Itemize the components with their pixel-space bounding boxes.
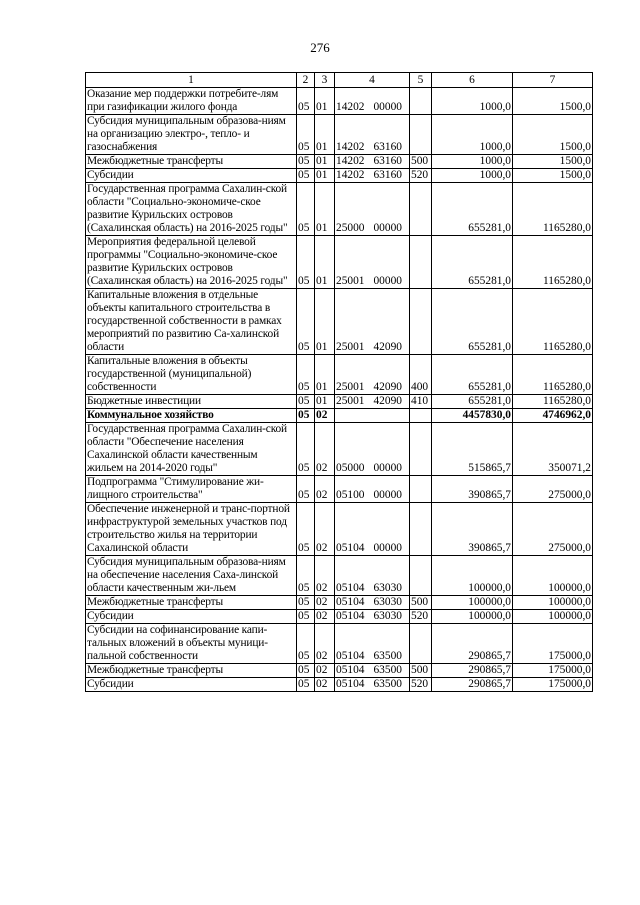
amount-cell-2: 1500,0 (513, 169, 593, 183)
subsection-cell: 01 (315, 183, 335, 236)
amount-cell-2: 1165280,0 (513, 236, 593, 289)
program-code: 05104 (336, 596, 365, 608)
amount-cell-2: 100000,0 (513, 596, 593, 610)
expense-type-cell (410, 476, 432, 503)
section-cell: 05 (297, 503, 315, 556)
expense-type-cell: 520 (410, 169, 432, 183)
program-code: 25001 (336, 381, 365, 393)
amount-cell-1: 390865,7 (432, 503, 513, 556)
section-cell: 05 (297, 664, 315, 678)
expense-type-cell (410, 115, 432, 155)
program-code: 14202 (336, 169, 365, 181)
table-row (86, 610, 593, 624)
amount-cell-1: 290865,7 (432, 664, 513, 678)
direction-code: 63030 (373, 610, 402, 622)
subsection-cell: 01 (315, 236, 335, 289)
amount-cell-1: 655281,0 (432, 183, 513, 236)
amount-cell-2: 350071,2 (513, 423, 593, 476)
subsection-cell: 01 (315, 88, 335, 115)
subsection-cell: 02 (315, 556, 335, 596)
amount-cell-2: 275000,0 (513, 503, 593, 556)
column-header: 5 (410, 73, 432, 88)
amount-cell-1: 1000,0 (432, 169, 513, 183)
section-cell: 05 (297, 183, 315, 236)
table-row (86, 423, 593, 476)
subsection-cell: 02 (315, 503, 335, 556)
amount-cell-1: 290865,7 (432, 624, 513, 664)
name-cell: Субсидии на софинансирование капи-тальных вложений в объекты муници-пальной собственности (86, 624, 297, 664)
direction-code: 63500 (373, 650, 402, 662)
name-cell: Государственная программа Сахалин-ской области "Обеспечение населения Сахалинской области качественным жильем на 2014-2020 годы" (86, 423, 297, 476)
table-row (86, 155, 593, 169)
target-code-cell (335, 556, 410, 596)
expense-type-cell: 520 (410, 678, 432, 692)
table-row (86, 476, 593, 503)
target-code-cell (335, 503, 410, 556)
table-row (86, 88, 593, 115)
program-code: 25001 (336, 341, 365, 353)
amount-cell-2: 100000,0 (513, 610, 593, 624)
table-body (86, 88, 593, 692)
direction-code: 00000 (373, 462, 402, 474)
section-cell: 05 (297, 476, 315, 503)
direction-code: 63500 (373, 678, 402, 690)
amount-cell-1: 100000,0 (432, 596, 513, 610)
name-cell: Обеспечение инженерной и транс-портной инфраструктурой земельных участков под строительство жилья на территории Сахалинской области (86, 503, 297, 556)
expense-type-cell: 500 (410, 596, 432, 610)
section-cell: 05 (297, 423, 315, 476)
name-cell: Капитальные вложения в отдельные объекты капитального строительства в государственной собственности в рамках мероприятий по развитию Са-халинской области (86, 289, 297, 355)
subsection-cell: 01 (315, 169, 335, 183)
direction-code: 00000 (373, 542, 402, 554)
name-cell: Оказание мер поддержки потребите-лям при газификации жилого фонда (86, 88, 297, 115)
subsection-cell: 02 (315, 596, 335, 610)
name-cell: Подпрограмма "Стимулирование жи-лищного строительства" (86, 476, 297, 503)
expense-type-cell (410, 503, 432, 556)
section-cell: 05 (297, 169, 315, 183)
amount-cell-1: 1000,0 (432, 115, 513, 155)
amount-cell-1: 515865,7 (432, 423, 513, 476)
direction-code: 63500 (373, 664, 402, 676)
amount-cell-2: 175000,0 (513, 664, 593, 678)
name-cell: Субсидия муниципальным образова-ниям на организацию электро-, тепло- и газоснабжения (86, 115, 297, 155)
program-code: 25000 (336, 222, 365, 234)
amount-cell-2: 1500,0 (513, 155, 593, 169)
expense-type-cell: 500 (410, 664, 432, 678)
expense-type-cell: 410 (410, 395, 432, 409)
table-row (86, 664, 593, 678)
name-cell: Субсидии (86, 678, 297, 692)
direction-code: 42090 (373, 381, 402, 393)
amount-cell-2: 175000,0 (513, 678, 593, 692)
section-cell: 05 (297, 409, 315, 423)
amount-cell-1: 1000,0 (432, 155, 513, 169)
target-code-cell (335, 289, 410, 355)
expense-type-cell (410, 624, 432, 664)
column-header: 6 (432, 73, 513, 88)
table-row (86, 624, 593, 664)
amount-cell-1: 655281,0 (432, 236, 513, 289)
section-cell: 05 (297, 88, 315, 115)
expense-type-cell (410, 289, 432, 355)
section-cell: 05 (297, 624, 315, 664)
amount-cell-2: 4746962,0 (513, 409, 593, 423)
subsection-cell: 01 (315, 289, 335, 355)
program-code: 14202 (336, 141, 365, 153)
program-code: 14202 (336, 155, 365, 167)
table-row (86, 678, 593, 692)
subsection-cell: 02 (315, 476, 335, 503)
expense-type-cell: 400 (410, 355, 432, 395)
section-cell: 05 (297, 678, 315, 692)
section-cell: 05 (297, 556, 315, 596)
direction-code: 00000 (373, 489, 402, 501)
section-cell: 05 (297, 236, 315, 289)
subsection-cell: 02 (315, 678, 335, 692)
amount-cell-2: 1165280,0 (513, 289, 593, 355)
subsection-cell: 01 (315, 395, 335, 409)
subsection-cell: 02 (315, 423, 335, 476)
table-row (86, 355, 593, 395)
name-cell: Коммунальное хозяйство (86, 409, 297, 423)
amount-cell-1: 655281,0 (432, 355, 513, 395)
section-cell: 05 (297, 596, 315, 610)
expense-type-cell (410, 236, 432, 289)
direction-code: 00000 (373, 101, 402, 113)
target-code-cell (335, 624, 410, 664)
amount-cell-1: 4457830,0 (432, 409, 513, 423)
budget-table (85, 72, 593, 692)
subsection-cell: 02 (315, 610, 335, 624)
column-header: 2 (297, 73, 315, 88)
target-code-cell (335, 596, 410, 610)
subsection-cell: 01 (315, 115, 335, 155)
table-row (86, 409, 593, 423)
name-cell: Капитальные вложения в объекты государственной (муниципальной) собственности (86, 355, 297, 395)
amount-cell-1: 100000,0 (432, 556, 513, 596)
amount-cell-2: 1500,0 (513, 88, 593, 115)
program-code: 05104 (336, 664, 365, 676)
amount-cell-1: 100000,0 (432, 610, 513, 624)
direction-code: 63030 (373, 582, 402, 594)
expense-type-cell (410, 556, 432, 596)
amount-cell-1: 390865,7 (432, 476, 513, 503)
section-cell: 05 (297, 355, 315, 395)
name-cell: Межбюджетные трансферты (86, 664, 297, 678)
program-code: 05104 (336, 650, 365, 662)
amount-cell-1: 1000,0 (432, 88, 513, 115)
target-code-cell (335, 355, 410, 395)
target-code-cell (335, 169, 410, 183)
target-code-cell (335, 423, 410, 476)
name-cell: Государственная программа Сахалин-ской области "Социально-экономиче-ское развитие Курильских островов (Сахалинская область) на 2016-2025 годы" (86, 183, 297, 236)
program-code: 25001 (336, 275, 365, 287)
table-row (86, 236, 593, 289)
direction-code: 00000 (373, 222, 402, 234)
expense-type-cell: 500 (410, 155, 432, 169)
amount-cell-1: 655281,0 (432, 395, 513, 409)
name-cell: Субсидия муниципальным образова-ниям на обеспечение населения Саха-линской области качественным жи-льем (86, 556, 297, 596)
section-cell: 05 (297, 395, 315, 409)
amount-cell-2: 1165280,0 (513, 355, 593, 395)
amount-cell-2: 1165280,0 (513, 395, 593, 409)
amount-cell-1: 655281,0 (432, 289, 513, 355)
target-code-cell (335, 183, 410, 236)
table-row (86, 169, 593, 183)
column-header: 4 (335, 73, 410, 88)
target-code-cell (335, 395, 410, 409)
table-row (86, 596, 593, 610)
name-cell: Бюджетные инвестиции (86, 395, 297, 409)
direction-code: 63160 (373, 169, 402, 181)
target-code-cell (335, 155, 410, 169)
expense-type-cell (410, 409, 432, 423)
program-code: 05104 (336, 678, 365, 690)
section-cell: 05 (297, 155, 315, 169)
amount-cell-2: 100000,0 (513, 556, 593, 596)
amount-cell-2: 1500,0 (513, 115, 593, 155)
subsection-cell: 02 (315, 624, 335, 664)
name-cell: Субсидии (86, 169, 297, 183)
column-header: 1 (86, 73, 297, 88)
table-row (86, 183, 593, 236)
subsection-cell: 01 (315, 155, 335, 169)
target-code-cell (335, 476, 410, 503)
expense-type-cell (410, 423, 432, 476)
direction-code: 63030 (373, 596, 402, 608)
expense-type-cell: 520 (410, 610, 432, 624)
program-code: 05000 (336, 462, 365, 474)
column-header: 7 (513, 73, 593, 88)
program-code: 25001 (336, 395, 365, 407)
target-code-cell (335, 678, 410, 692)
section-cell: 05 (297, 115, 315, 155)
amount-cell-2: 275000,0 (513, 476, 593, 503)
target-code-cell (335, 610, 410, 624)
subsection-cell: 02 (315, 409, 335, 423)
table-row (86, 395, 593, 409)
header-row (86, 73, 593, 88)
section-cell: 05 (297, 610, 315, 624)
target-code-cell (335, 88, 410, 115)
section-cell: 05 (297, 289, 315, 355)
target-code-cell (335, 664, 410, 678)
amount-cell-2: 1165280,0 (513, 183, 593, 236)
direction-code: 00000 (373, 275, 402, 287)
name-cell: Межбюджетные трансферты (86, 155, 297, 169)
table-row (86, 503, 593, 556)
subsection-cell: 01 (315, 355, 335, 395)
expense-type-cell (410, 88, 432, 115)
column-header: 3 (315, 73, 335, 88)
program-code: 05104 (336, 610, 365, 622)
table-row (86, 556, 593, 596)
program-code: 14202 (336, 101, 365, 113)
page-number: 276 (310, 40, 330, 55)
program-code: 05100 (336, 489, 365, 501)
target-code-cell (335, 236, 410, 289)
target-code-cell (335, 115, 410, 155)
direction-code: 63160 (373, 155, 402, 167)
amount-cell-2: 175000,0 (513, 624, 593, 664)
program-code: 05104 (336, 542, 365, 554)
program-code: 05104 (336, 582, 365, 594)
table-row (86, 289, 593, 355)
amount-cell-1: 290865,7 (432, 678, 513, 692)
subsection-cell: 02 (315, 664, 335, 678)
table-row (86, 115, 593, 155)
expense-type-cell (410, 183, 432, 236)
direction-code: 63160 (373, 141, 402, 153)
name-cell: Субсидии (86, 610, 297, 624)
direction-code: 42090 (373, 341, 402, 353)
direction-code: 42090 (373, 395, 402, 407)
name-cell: Межбюджетные трансферты (86, 596, 297, 610)
target-code-cell (335, 409, 410, 423)
name-cell: Мероприятия федеральной целевой программы "Социально-экономиче-ское развитие Курильских островов (Сахалинская область) на 2016-2025 годы" (86, 236, 297, 289)
